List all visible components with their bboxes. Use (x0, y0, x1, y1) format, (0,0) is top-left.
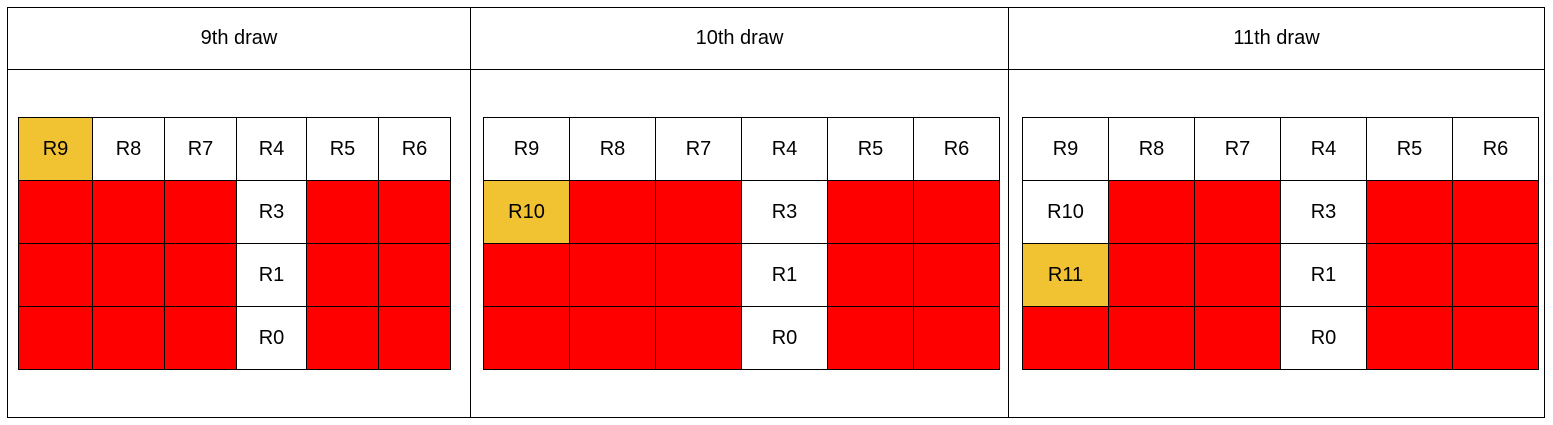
filled-cell (19, 181, 93, 244)
grid-row (484, 118, 1000, 181)
cell-r6: R6 (914, 118, 1000, 181)
filled-cell (828, 244, 914, 307)
cell-r3: R3 (742, 181, 828, 244)
cell-r4: R4 (742, 118, 828, 181)
filled-cell (379, 307, 451, 370)
filled-cell (1367, 244, 1453, 307)
grid-row (1023, 118, 1539, 181)
cell-r0: R0 (1281, 307, 1367, 370)
filled-cell (379, 181, 451, 244)
grid-row (1023, 307, 1539, 370)
panel-title-10th-draw: 10th draw (695, 27, 784, 49)
filled-cell (307, 307, 379, 370)
cell-r8: R8 (570, 118, 656, 181)
filled-cell (484, 244, 570, 307)
cell-r3: R3 (1281, 181, 1367, 244)
filled-cell (1367, 181, 1453, 244)
filled-cell (1195, 307, 1281, 370)
grid-row (19, 118, 451, 181)
panel-title-11th-draw: 11th draw (1233, 27, 1320, 49)
cell-r8: R8 (93, 118, 165, 181)
filled-cell (656, 244, 742, 307)
cell-r6: R6 (379, 118, 451, 181)
filled-cell (93, 181, 165, 244)
panel-title-9th-draw: 9th draw (200, 27, 278, 49)
filled-cell (570, 181, 656, 244)
filled-cell (1453, 244, 1539, 307)
filled-cell (165, 244, 237, 307)
cell-r1: R1 (742, 244, 828, 307)
filled-cell (570, 307, 656, 370)
filled-cell (1023, 307, 1109, 370)
cell-r0: R0 (742, 307, 828, 370)
draw-grid-10th (483, 117, 1000, 370)
cell-r7: R7 (165, 118, 237, 181)
cell-r10: R10 (1023, 181, 1109, 244)
filled-cell (1453, 181, 1539, 244)
filled-cell (93, 244, 165, 307)
filled-cell (93, 307, 165, 370)
cell-r3: R3 (237, 181, 307, 244)
filled-cell (1109, 307, 1195, 370)
cell-r5: R5 (307, 118, 379, 181)
filled-cell (1109, 244, 1195, 307)
cell-r7: R7 (656, 118, 742, 181)
grid-row (19, 181, 451, 244)
cell-r4: R4 (237, 118, 307, 181)
filled-cell (828, 181, 914, 244)
cell-r7: R7 (1195, 118, 1281, 181)
cell-r5: R5 (828, 118, 914, 181)
filled-cell (1367, 307, 1453, 370)
cell-r10: R10 (484, 181, 570, 244)
grid-row (484, 181, 1000, 244)
cell-r1: R1 (1281, 244, 1367, 307)
filled-cell (914, 181, 1000, 244)
filled-cell (1453, 307, 1539, 370)
filled-cell (1195, 244, 1281, 307)
filled-cell (570, 244, 656, 307)
filled-cell (484, 307, 570, 370)
grid-row (484, 244, 1000, 307)
filled-cell (914, 307, 1000, 370)
filled-cell (307, 181, 379, 244)
cell-r9: R9 (19, 118, 93, 181)
filled-cell (656, 307, 742, 370)
grid-row (1023, 181, 1539, 244)
filled-cell (165, 307, 237, 370)
filled-cell (307, 244, 379, 307)
filled-cell (828, 307, 914, 370)
filled-cell (1195, 181, 1281, 244)
filled-cell (165, 181, 237, 244)
filled-cell (656, 181, 742, 244)
filled-cell (1109, 181, 1195, 244)
cell-r1: R1 (237, 244, 307, 307)
filled-cell (19, 244, 93, 307)
draw-grid-9th (18, 117, 451, 370)
header-divider (7, 69, 1545, 70)
draw-grid-11th (1022, 117, 1539, 370)
grid-row (484, 307, 1000, 370)
grid-row (1023, 244, 1539, 307)
cell-r4: R4 (1281, 118, 1367, 181)
grid-row (19, 307, 451, 370)
cell-r6: R6 (1453, 118, 1539, 181)
cell-r0: R0 (237, 307, 307, 370)
cell-r9: R9 (484, 118, 570, 181)
filled-cell (19, 307, 93, 370)
cell-r8: R8 (1109, 118, 1195, 181)
cell-r9: R9 (1023, 118, 1109, 181)
grid-row (19, 244, 451, 307)
cell-r5: R5 (1367, 118, 1453, 181)
cell-r11: R11 (1023, 244, 1109, 307)
filled-cell (379, 244, 451, 307)
filled-cell (914, 244, 1000, 307)
